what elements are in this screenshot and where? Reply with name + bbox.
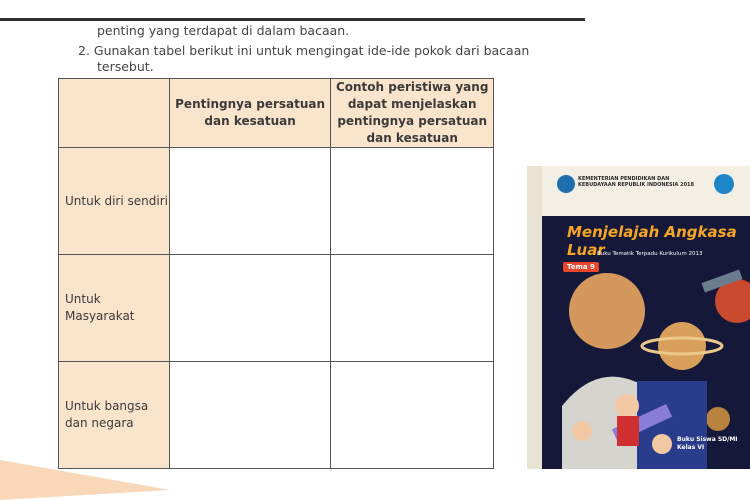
row-label-nation: Untuk bangsa dan negara (59, 362, 170, 469)
table-header-row (59, 79, 494, 148)
table-cell-input[interactable] (169, 148, 331, 255)
table-corner-cell (59, 79, 170, 148)
book-title: Menjelajah Angkasa Luar (567, 223, 737, 259)
book-footer-line1: Buku Siswa SD/MI (677, 436, 738, 443)
table-header-unity: Pentingnya persatuan dan kesatuan (169, 79, 331, 148)
table-cell-input[interactable] (331, 362, 494, 469)
table-row (59, 255, 494, 362)
table-cell-input[interactable] (331, 148, 494, 255)
book-ministry-text: KEMENTERIAN PENDIDIKAN DAN KEBUDAYAAN REPUBLIK INDONESIA 2018 (578, 176, 695, 188)
table-header-example: Contoh peristiwa yang dapat menjelaskan pentingnya persatuan dan kesatuan (331, 79, 494, 148)
book-cover-image (527, 166, 750, 469)
book-spine (527, 166, 542, 469)
table-cell-input[interactable] (331, 255, 494, 362)
ministry-emblem-icon (557, 175, 575, 193)
row-label-self: Untuk diri sendiri (59, 148, 170, 255)
peach-decoration (0, 430, 300, 500)
page-top-rule (0, 18, 585, 21)
book-theme-badge: Tema 9 (563, 262, 599, 272)
book-footer (677, 436, 738, 452)
table-cell-input[interactable] (169, 255, 331, 362)
main-ideas-table (58, 78, 494, 469)
row-label-society: Untuk Masyarakat (59, 255, 170, 362)
instruction-line-2: 2. Gunakan tabel berikut ini untuk mengingat ide-ide pokok dari bacaan (78, 43, 530, 58)
tut-wuri-logo-icon (714, 174, 734, 194)
book-footer-line2: Kelas VI (677, 444, 705, 451)
instruction-line-3: tersebut. (97, 59, 154, 74)
book-subtitle: Buku Tematik Terpadu Kurikulum 2013 (597, 251, 703, 257)
instruction-line-1: penting yang terdapat di dalam bacaan. (97, 23, 350, 38)
table-row (59, 148, 494, 255)
